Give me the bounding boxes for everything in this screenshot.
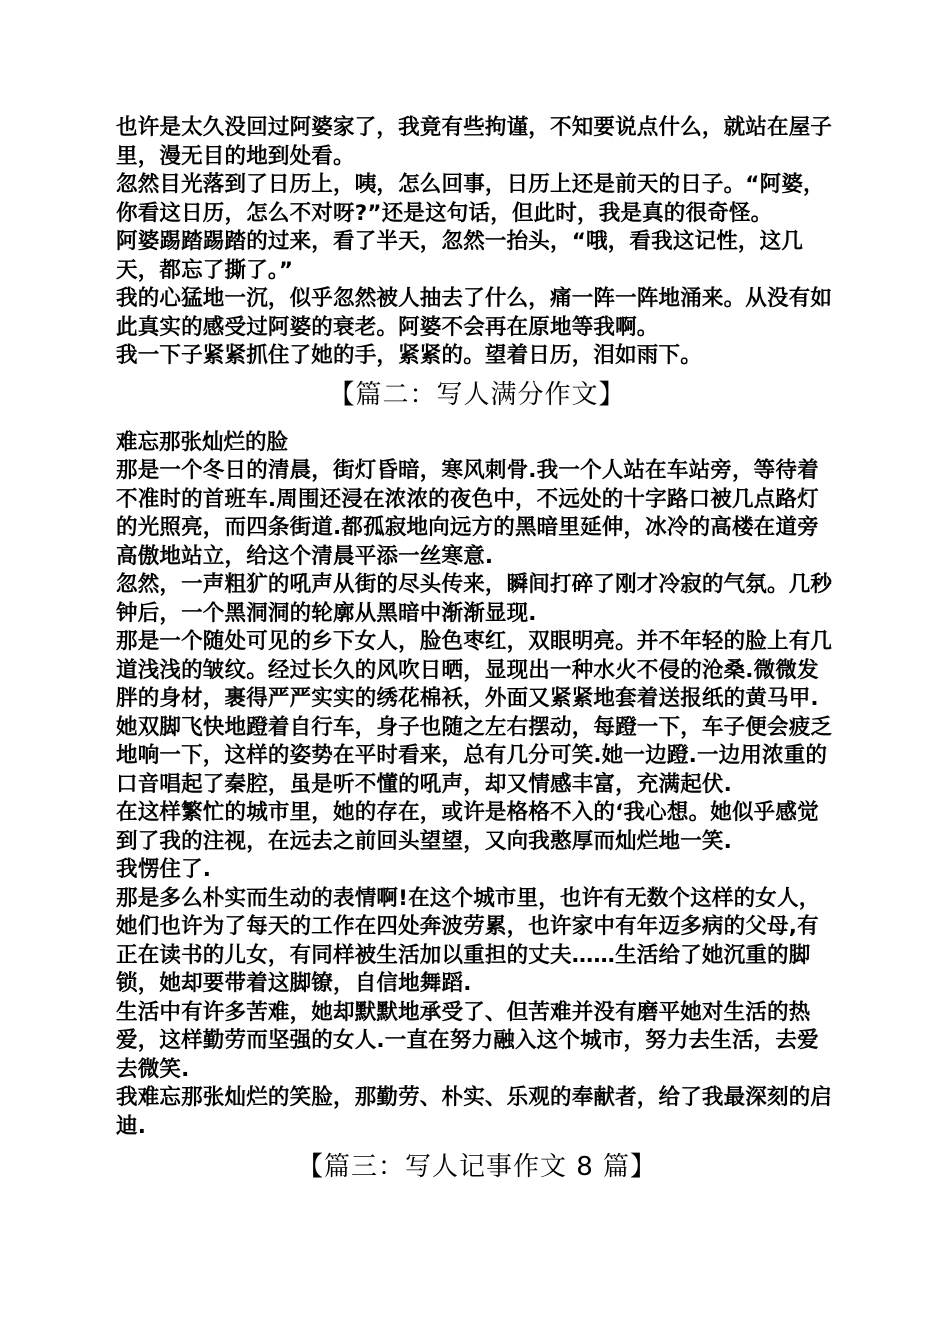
paragraph: 那是多么朴实而生动的表情啊!在这个城市里，也许有无数个这样的女人，她们也许为了每天的工作在四处奔波劳累，也许家中有年迈多病的父母,有正在读书的儿女，有同样被生活加以重担的丈夫……生活给了她沉重的脚锁，她却要带着这脚镣，自信地舞蹈.: [116, 885, 821, 996]
paragraph: 生活中有许多苦难，她却默默地承受了、但苦难并没有磨平她对生活的热爱，这样勤劳而坚强的女人.一直在努力融入这个城市，努力去生活，去爱去微笑.: [116, 999, 819, 1082]
paragraph: 我愣住了.: [116, 857, 212, 882]
paragraph: 阿婆踢踏踢踏的过来，看了半天，忽然一抬头，“哦，看我这记性，这几天，都忘了撕了。”: [116, 229, 804, 283]
essay-title: 难忘那张灿烂的脸: [116, 429, 289, 455]
paragraph: 忽然，一声粗犷的吼声从街的尽头传来，瞬间打碎了刚才冷寂的气氛。几秒钟后，一个黑洞洞的轮廓从黑暗中渐渐显现.: [116, 572, 833, 626]
paragraph: 在这样繁忙的城市里，她的存在，或许是格格不入的‘我心想。她似乎感觉到了我的注视，在远去之前回头望望，又向我憨厚而灿烂地一笑.: [116, 800, 819, 854]
section-heading-2: 【篇二：写人满分作文】: [328, 379, 626, 410]
paragraph: 也许是太久没回过阿婆家了，我竟有些拘谨，不知要说点什么，就站在屋子里，漫无目的地到处看。: [116, 115, 833, 169]
section-heading-3: 【篇三：写人记事作文 8 篇】: [296, 1152, 658, 1182]
paragraph: 那是一个冬日的清晨，街灯昏暗，寒风刺骨.我一个人站在车站旁，等待着不准时的首班车.周围还浸在浓浓的夜色中，不远处的十字路口被几点路灯的光照亮，而四条街道.都孤寂地向远方的黑暗里延伸，冰冷的高楼在道旁高傲地站立，给这个清晨平添一丝寒意.: [116, 458, 819, 569]
paragraph: 忽然目光落到了日历上，咦，怎么回事，日历上还是前天的日子。“阿婆，你看这日历，怎么不对呀?”还是这句话，但此时，我是真的很奇怪。: [116, 172, 825, 226]
text-column: [116, 114, 838, 1201]
paragraph: 那是一个随处可见的乡下女人，脸色枣红，双眼明亮。并不年轻的脸上有几道浅浅的皱纹。经过长久的风吹日晒，显现出一种水火不侵的沧桑.微微发胖的身材，裹得严严实实的绣花棉袄，外面又紧紧地套着送报纸的黄马甲.她双脚飞快地蹬着自行车，身子也随之左右摆动，每蹬一下，车子便会疲乏地响一下，这样的姿势在平时看来，总有几分可笑.她一边蹬.一边用浓重的口音唱起了秦腔，虽是听不懂的吼声，却又情感丰富，充满起伏.: [116, 629, 833, 797]
paragraph: 我的心猛地一沉，似乎忽然被人抽去了什么，痛一阵一阵地涌来。从没有如此真实的感受过阿婆的衰老。阿婆不会再在原地等我啊。: [116, 286, 833, 340]
paragraph: 我一下子紧紧抓住了她的手，紧紧的。望着日历，泪如雨下。: [116, 343, 702, 368]
paragraph: 我难忘那张灿烂的笑脸，那勤劳、朴实、乐观的奉献者，给了我最深刻的启迪.: [116, 1085, 833, 1139]
